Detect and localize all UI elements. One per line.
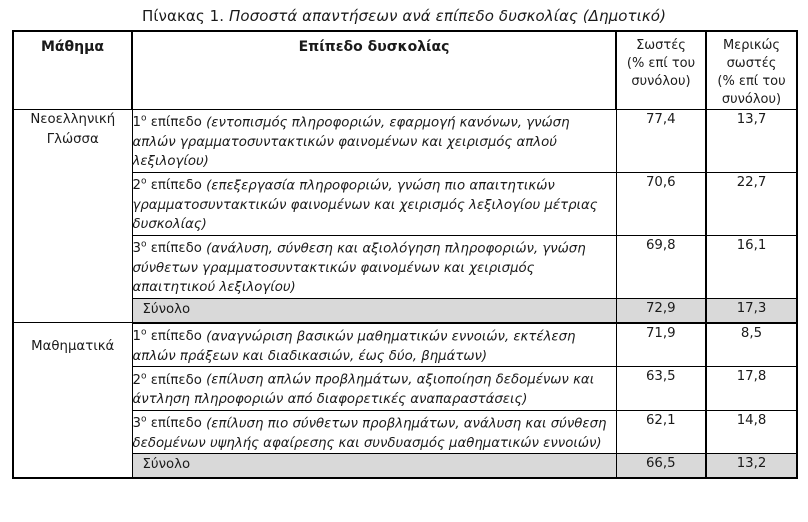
header-correct-line2: (% επί του	[626, 56, 696, 71]
level-ordinal-marker: ο	[140, 239, 147, 250]
level-ordinal-marker: ο	[140, 371, 147, 382]
column-header-subject: Μάθημα	[13, 31, 132, 110]
level-ordinal-marker: ο	[140, 114, 147, 124]
correct-value: 62,1	[616, 410, 706, 453]
correct-value: 70,6	[616, 172, 706, 235]
table-header	[13, 31, 797, 110]
level-prefix: $2^o$ επίπεδο	[132, 371, 207, 388]
partially-correct-value: 14,8	[706, 410, 797, 453]
level-prefix: $3^o$ επίπεδο	[132, 414, 207, 432]
caption-label: Πίνακας 1.	[141, 7, 225, 25]
level-text: (επεξεργασία πληροφοριών, γνώση πιο απαιτητικών γραμματοσυντακτικών φαινομένων και χειρισμός λεξιλογίου μέτριας δυσκολίας)	[132, 178, 598, 233]
level-ordinal-marker: ο	[140, 414, 147, 425]
header-row	[13, 31, 797, 110]
partially-correct-value: 13,7	[706, 110, 797, 173]
header-correct-line1: Σωστές	[636, 38, 686, 53]
caption-title: Ποσοστά απαντήσεων ανά επίπεδο δυσκολίας (Δημοτικό)	[229, 7, 667, 25]
level-description-cell	[132, 172, 616, 235]
subject-cell-mathematics: Μαθηματικά	[13, 323, 132, 478]
level-prefix: $2^o$ επίπεδο	[132, 176, 207, 194]
level-ordinal-marker: ο	[140, 176, 147, 187]
level-description-cell	[132, 110, 616, 173]
level-description-cell	[132, 410, 616, 453]
level-prefix: $3^o$ επίπεδο	[132, 239, 207, 257]
level-text: (επίλυση απλών προβλημάτων, αξιοποίηση δεδομένων και άντληση πληροφοριών από διαφορετικές αναπαραστάσεις)	[132, 372, 595, 408]
column-header-level: Επίπεδο δυσκολίας	[132, 31, 616, 110]
total-partially-correct-value: 13,2	[706, 454, 797, 479]
level-text: (εντοπισμός πληροφοριών, εφαρμογή κανόνων, γνώση απλών γραμματοσυντακτικών φαινομένων και χειρισμός απλού λεξιλογίου)	[132, 115, 570, 170]
partially-correct-value: 8,5	[706, 323, 797, 367]
partially-correct-value: 16,1	[706, 235, 797, 298]
partially-correct-value: 17,8	[706, 367, 797, 410]
header-partial-line2: σωστές	[726, 56, 777, 71]
column-header-correct	[616, 31, 706, 110]
header-partial-line1: Μερικώς	[722, 38, 781, 53]
table-caption	[0, 0, 808, 30]
header-partial-line4: συνόλου)	[721, 92, 782, 107]
total-partially-correct-value: 17,3	[706, 298, 797, 323]
total-correct-value: 72,9	[616, 298, 706, 323]
total-label-cell: Σύνολο	[132, 454, 616, 479]
results-table	[12, 30, 798, 479]
total-label-cell: Σύνολο	[132, 298, 616, 323]
subject-cell-language: Νεοελληνική Γλώσσα	[13, 110, 132, 323]
table-body	[13, 110, 797, 479]
correct-value: 77,4	[616, 110, 706, 173]
table-row	[13, 110, 797, 173]
correct-value: 69,8	[616, 235, 706, 298]
header-partial-line3: (% επί του	[717, 74, 786, 89]
total-correct-value: 66,5	[616, 454, 706, 479]
level-text: (επίλυση πιο σύνθετων προβλημάτων, ανάλυση και σύνθεση δεδομένων υψηλής αφαίρεσης και συνδυασμός μαθηματικών εννοιών)	[132, 416, 607, 451]
level-description-cell	[132, 367, 616, 410]
table-row	[13, 323, 797, 367]
level-prefix: $1^o$ επίπεδο	[132, 327, 207, 345]
level-ordinal-marker: ο	[140, 327, 147, 338]
correct-value: 71,9	[616, 323, 706, 367]
level-text: (αναγνώριση βασικών μαθηματικών εννοιών, εκτέλεση απλών πράξεων και διαδικασιών, έως δύο, βημάτων)	[132, 329, 576, 364]
level-description-cell	[132, 323, 616, 367]
level-text: (ανάλυση, σύνθεση και αξιολόγηση πληροφοριών, γνώση σύνθετων γραμματοσυντακτικών φαινομένων και χειρισμός απαιτητικού λεξιλογίου)	[132, 241, 586, 296]
level-prefix: $1^o$ επίπεδο	[132, 114, 207, 131]
correct-value: 63,5	[616, 367, 706, 410]
column-header-partially-correct	[706, 31, 797, 110]
table-container	[0, 30, 808, 479]
header-correct-line3: συνόλου)	[631, 74, 691, 89]
partially-correct-value: 22,7	[706, 172, 797, 235]
level-description-cell	[132, 235, 616, 298]
